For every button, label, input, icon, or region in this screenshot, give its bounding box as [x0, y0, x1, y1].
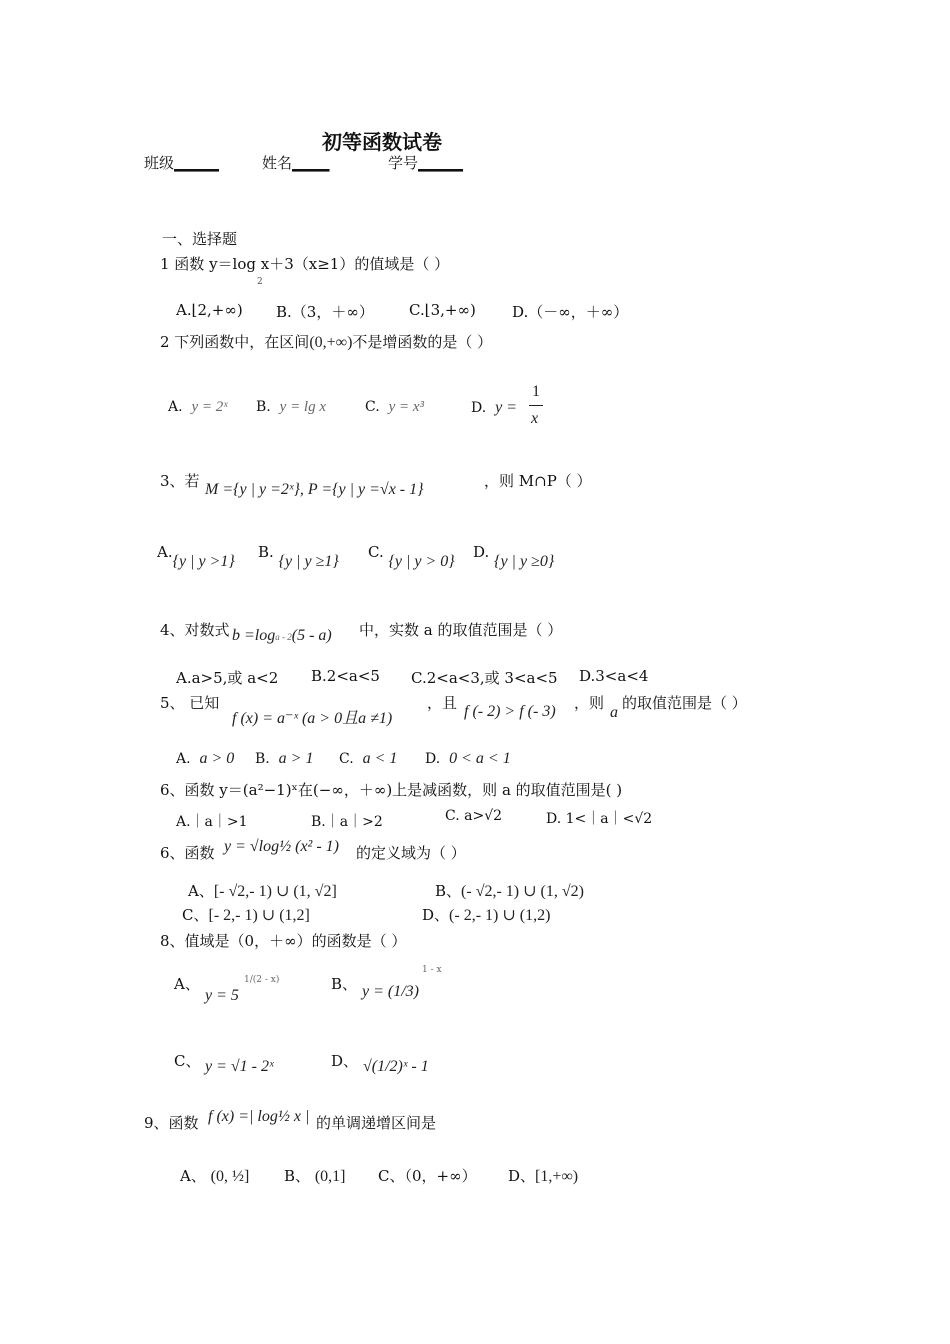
q6b-option-c[interactable]: C、[- 2,- 1) ∪ (1,2] — [182, 906, 310, 924]
q6b-d-math: (- 2,- 1) ∪ (1,2) — [449, 907, 551, 924]
q2-d-y: y = — [495, 399, 517, 416]
q8-c-math: y = √1 - 2ˣ — [205, 1058, 274, 1075]
q3-label: 3、若 — [160, 472, 200, 490]
q5-math1: f (x) = a⁻ˣ (a > 0且a ≠1) — [232, 710, 393, 727]
q3-tail: ，则 M∩P（ ） — [484, 472, 592, 490]
q5-math2: f (- 2) > f (- 3) — [464, 703, 556, 720]
q9-option-b[interactable]: B、 (0,1] — [284, 1167, 346, 1185]
q4-math: b =loga - 2(5 - a) — [232, 627, 332, 644]
q6b-label: 6、函数 — [160, 844, 215, 862]
q9-option-d[interactable]: D、[1,+∞) — [508, 1167, 579, 1185]
q3-b-math: {y | y ≥1} — [278, 553, 339, 570]
q6b-option-b[interactable]: B、(- √2,- 1) ∪ (1, √2) — [435, 882, 584, 900]
q4-option-a[interactable]: A.a>5,或 a<2 — [176, 669, 279, 687]
q2-option-b[interactable]: B. y = lg x — [256, 399, 327, 415]
q9-option-a[interactable]: A、 (0, ½] — [180, 1167, 250, 1185]
q8-stem: 8、值域是（0，＋∞）的函数是（ ） — [160, 932, 407, 950]
q8-a-math: y = 5 — [205, 987, 239, 1004]
q5-mid: ，且 — [427, 694, 458, 712]
q9-a-math: (0, ½] — [210, 1168, 250, 1185]
q5-option-b[interactable]: B. a > 1 — [255, 750, 314, 767]
q6b-option-a[interactable]: A、[- √2,- 1) ∪ (1, √2] — [188, 882, 337, 900]
q2-b-math: y = lg x — [279, 399, 327, 415]
q2-d-fraction-bar — [529, 405, 543, 406]
q2-a-math: y = 2ˣ — [191, 399, 228, 415]
q5-option-a[interactable]: A. a > 0 — [176, 750, 235, 767]
q5-a-math: a > 0 — [199, 750, 235, 767]
q6b-math: y = √log½ (x² - 1) — [224, 838, 340, 855]
q9-d-math: [1,+∞) — [535, 1168, 579, 1185]
class-label: 班级 — [144, 154, 175, 172]
name-field — [262, 152, 330, 173]
q3-c-math: {y | y > 0} — [388, 553, 455, 570]
q8-d-math: √(1/2)ˣ - 1 — [363, 1058, 429, 1075]
q9-math: f (x) =| log½ x | — [208, 1108, 310, 1125]
q1-option-b[interactable]: B.（3，＋∞） — [276, 303, 374, 321]
q6b-option-d[interactable]: D、(- 2,- 1) ∪ (1,2) — [422, 906, 551, 924]
q2-option-a[interactable]: A. y = 2ˣ — [168, 399, 228, 415]
q4-log-sub: a - 2 — [275, 632, 292, 642]
q1-option-c[interactable]: C.⌊3,+∞) — [409, 301, 476, 319]
q3-d-math: {y | y ≥0} — [494, 553, 555, 570]
q9-tail: 的单调递增区间是 — [316, 1114, 437, 1132]
q2-c-math: y = x³ — [388, 399, 425, 415]
q6a-option-a[interactable]: A.｜a｜>1 — [176, 814, 248, 830]
q9-option-c[interactable]: C、（0，+∞） — [378, 1167, 477, 1185]
q8-a-exp: 1/(2 - x) — [244, 975, 280, 985]
q2-interval: (0,+∞) — [309, 334, 353, 351]
q2-d-denominator: x — [531, 410, 539, 427]
id-label: 学号 — [388, 154, 419, 172]
id-blank[interactable]: ______ — [418, 154, 464, 172]
q3-option-c[interactable]: C. {y | y > 0} — [368, 543, 455, 570]
q4-label: 4、对数式 — [160, 621, 230, 639]
q4-tail: 中，实数 a 的取值范围是（ ） — [359, 621, 563, 639]
q2-stem-b: 不是增函数的是（ ） — [352, 333, 493, 351]
q5-option-c[interactable]: C. a < 1 — [339, 750, 398, 767]
q6a-option-d[interactable]: D. 1<｜a｜<√2 — [546, 811, 653, 827]
q4-option-c[interactable]: C.2<a<3,或 3<a<5 — [411, 669, 558, 687]
q3-option-b[interactable]: B. {y | y ≥1} — [258, 543, 339, 570]
page-title: 初等函数试卷 — [322, 130, 442, 154]
q3-option-a[interactable]: A.{y | y >1} — [157, 543, 235, 570]
q4-option-b[interactable]: B.2<a<5 — [311, 667, 380, 685]
q2-option-c[interactable]: C. y = x³ — [365, 399, 425, 415]
q3-stem — [160, 470, 200, 491]
q8-option-d[interactable]: D、 — [331, 1052, 359, 1070]
name-blank[interactable]: _____ — [292, 154, 330, 172]
q1-stem: 1 函数 y＝log x＋3（x≥1）的值域是（ ） — [160, 255, 450, 273]
q6b-c-math: [- 2,- 1) ∪ (1,2] — [208, 907, 310, 924]
q9-label: 9、函数 — [144, 1114, 199, 1132]
q4-option-d[interactable]: D.3<a<4 — [579, 667, 649, 685]
q9-b-math: (0,1] — [314, 1168, 346, 1185]
class-blank[interactable]: ______ — [174, 154, 220, 172]
q5-label: 5、 已知 — [160, 694, 220, 712]
q1-log-base: 2 — [257, 277, 263, 287]
q6a-stem: 6、函数 y＝(a²−1)ˣ在(−∞，＋∞)上是减函数，则 a 的取值范围是( ) — [160, 781, 623, 799]
q1-option-d[interactable]: D.（－∞，＋∞） — [512, 303, 629, 321]
class-field — [144, 152, 219, 173]
q5-option-d[interactable]: D. 0 < a < 1 — [425, 750, 511, 767]
q1-option-a[interactable]: A.⌊2,+∞) — [176, 301, 243, 319]
q8-option-a[interactable]: A、 — [174, 975, 200, 993]
q3-option-d[interactable]: D. {y | y ≥0} — [473, 543, 555, 570]
q3-math: M ={y | y =2ˣ}, P ={y | y =√x - 1} — [205, 481, 424, 498]
q6b-tail: 的定义域为（ ） — [356, 844, 466, 862]
q3-a-math: {y | y >1} — [172, 553, 235, 570]
name-label: 姓名 — [262, 154, 293, 172]
q5-tail-b: 的取值范围是（ ） — [622, 694, 747, 712]
q8-option-c[interactable]: C、 — [174, 1052, 201, 1070]
q5-d-math: 0 < a < 1 — [449, 750, 511, 767]
id-field — [388, 152, 463, 173]
q2-d-numerator: 1 — [532, 383, 540, 400]
q2-stem — [160, 331, 492, 352]
section-heading: 一、选择题 — [162, 230, 238, 248]
q8-b-math: y = (1/3) — [362, 983, 419, 1000]
q5-tail-a: ，则 — [574, 694, 605, 712]
q8-b-exp: 1 - x — [422, 965, 442, 975]
q5-b-math: a > 1 — [278, 750, 314, 767]
q6b-b-math: (- √2,- 1) ∪ (1, √2) — [461, 883, 584, 900]
q9-c-math: （0，+∞） — [404, 1167, 477, 1185]
q8-option-b[interactable]: B、 — [331, 975, 358, 993]
q5-c-math: a < 1 — [362, 750, 398, 767]
q6b-a-math: [- √2,- 1) ∪ (1, √2] — [213, 883, 337, 900]
q6a-option-c[interactable]: C. a>√2 — [445, 808, 503, 824]
q2-stem-a: 2 下列函数中，在区间 — [160, 333, 310, 351]
q5-var: a — [610, 704, 618, 721]
q2-option-d[interactable]: D. y = — [471, 399, 517, 416]
q6a-option-b[interactable]: B.｜a｜>2 — [311, 814, 383, 830]
